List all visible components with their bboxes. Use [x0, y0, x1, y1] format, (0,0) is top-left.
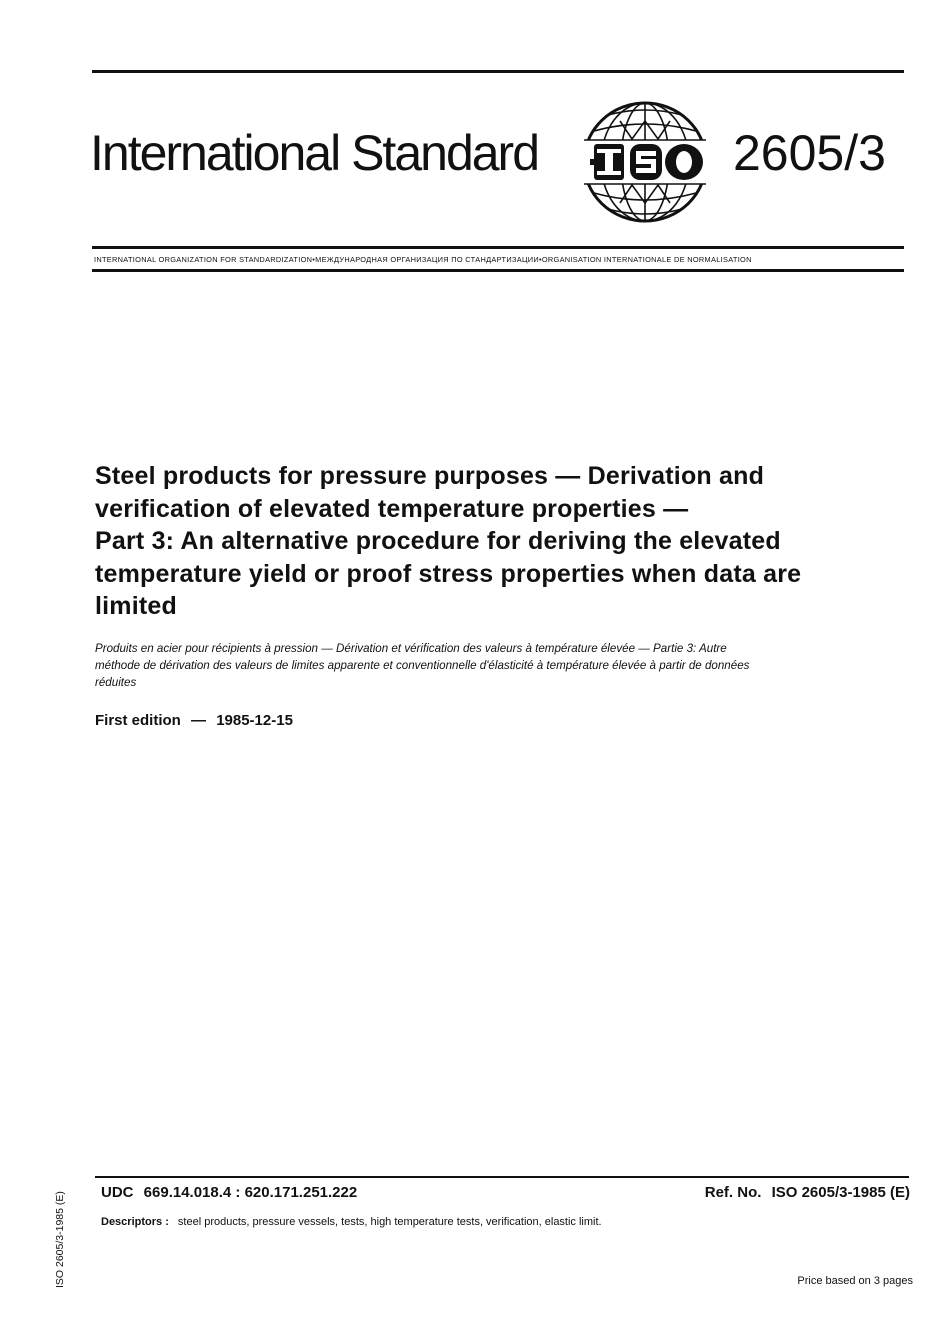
- french-title-line: Produits en acier pour récipients à pression — Dérivation et vérification des valeurs à température élevée — Partie 3: Autre: [95, 642, 727, 655]
- french-title: [95, 640, 895, 691]
- reference-label: Ref. No.: [704, 1184, 762, 1201]
- footer-rule: [95, 1176, 909, 1178]
- top-rule: [92, 70, 904, 73]
- edition-date: 1985-12-15: [216, 712, 293, 729]
- spine-label: ISO 2605/3-1985 (E): [54, 1191, 66, 1288]
- english-title-line: verification of elevated temperature properties —: [95, 494, 689, 523]
- standard-number: 2605/3: [733, 125, 886, 181]
- french-title-line: méthode de dérivation des valeurs de limites apparente et conventionnelle d'élasticité à température élevée à partir de données: [95, 659, 750, 672]
- udc-value: 669.14.018.4 : 620.171.251.222: [143, 1184, 358, 1201]
- organization-line: INTERNATIONAL ORGANIZATION FOR STANDARDIZATION•МЕЖДУНАРОДНАЯ ОРГАНИЗАЦИЯ ПО СТАНДАРТИЗАЦИИ•ORGANISATION INTERNATIONALE DE NORMALISATION: [94, 255, 752, 264]
- french-title-line: réduites: [95, 676, 137, 689]
- organization-rule-top: [92, 246, 904, 249]
- english-title: [95, 460, 895, 623]
- udc-label: UDC: [101, 1184, 134, 1201]
- udc-line: [101, 1184, 363, 1201]
- organization-rule-bottom: [92, 269, 904, 272]
- edition-line: [95, 712, 293, 729]
- english-title-line: Steel products for pressure purposes — Derivation and: [95, 462, 765, 490]
- english-title-line: temperature yield or proof stress properties when data are: [95, 559, 802, 588]
- reference-number: [680, 1184, 910, 1201]
- iso-logo: [580, 99, 710, 225]
- edition-label: First edition: [95, 712, 181, 729]
- reference-value: ISO 2605/3-1985 (E): [771, 1184, 910, 1201]
- descriptors-value: steel products, pressure vessels, tests, high temperature tests, verification, elastic limit.: [177, 1216, 602, 1228]
- descriptors-label: Descriptors :: [101, 1216, 169, 1228]
- descriptors-line: [101, 1216, 602, 1228]
- english-title-line: Part 3: An alternative procedure for deriving the elevated: [95, 527, 781, 555]
- price-note: Price based on 3 pages: [797, 1275, 913, 1287]
- english-title-line: limited: [95, 592, 177, 620]
- standard-title: International Standard: [90, 125, 539, 181]
- edition-dash: —: [191, 712, 207, 729]
